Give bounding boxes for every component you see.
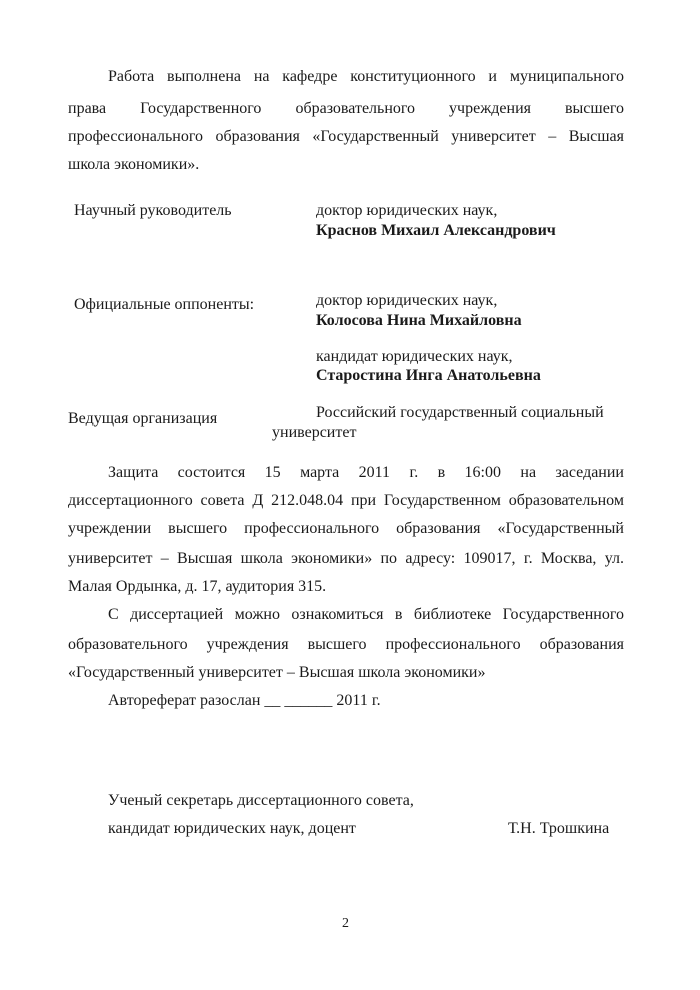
lead-org-line: университет — [272, 424, 357, 441]
opponent-name: Колосова Нина Михайловна — [316, 312, 522, 329]
opponents-label: Официальные оппоненты: — [74, 296, 255, 313]
supervisor-label: Научный руководитель — [74, 202, 232, 219]
defense-line: университет – Высшая школа экономики» по адресу: 109017, г. Москва, ул. — [68, 550, 624, 567]
secretary-title: Ученый секретарь диссертационного совета, — [108, 792, 414, 809]
intro-line: школа экономики». — [68, 156, 200, 173]
defense-line: учреждении высшего профессионального образования «Государственный — [68, 520, 624, 537]
defense-line: диссертационного совета Д 212.048.04 при Государственном образовательном — [68, 492, 624, 509]
opponent-name: Старостина Инга Анатольевна — [316, 367, 541, 384]
opponent-degree: доктор юридических наук, — [316, 292, 498, 309]
lead-org-label: Ведущая организация — [68, 410, 218, 427]
opponent-degree: кандидат юридических наук, — [316, 348, 513, 365]
library-line: «Государственный университет – Высшая школа экономики» — [68, 664, 486, 681]
secretary-degree: кандидат юридических наук, доцент — [108, 820, 356, 837]
page-number: 2 — [342, 916, 349, 931]
secretary-name: Т.Н. Трошкина — [508, 820, 610, 837]
abstract-sent-line: Автореферат разослан __ ______ 2011 г. — [108, 692, 381, 709]
library-line: С диссертацией можно ознакомиться в библиотеке Государственного — [108, 606, 624, 623]
intro-line: профессионального образования «Государственный университет – Высшая — [68, 128, 624, 145]
lead-org-line: Российский государственный социальный — [316, 404, 604, 421]
supervisor-degree: доктор юридических наук, — [316, 202, 498, 219]
intro-line: права Государственного образовательного учреждения высшего — [68, 100, 624, 117]
supervisor-name: Краснов Михаил Александрович — [316, 222, 556, 239]
intro-line: Работа выполнена на кафедре конституционного и муниципального — [108, 68, 624, 85]
defense-line: Малая Ордынка, д. 17, аудитория 315. — [68, 578, 327, 595]
library-line: образовательного учреждения высшего профессионального образования — [68, 636, 624, 653]
defense-line: Защита состоится 15 марта 2011 г. в 16:00 на заседании — [108, 464, 624, 481]
